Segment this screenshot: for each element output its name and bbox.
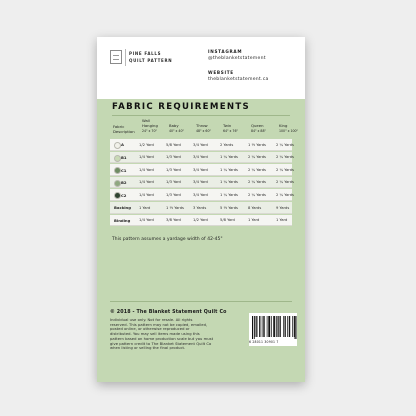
website-url: theblanketstatement.ca <box>208 77 269 82</box>
cover-header <box>97 37 305 99</box>
barcode-number: 6 28011 30901 7 <box>249 340 279 344</box>
yardage-cell: 2 ¼ Yards <box>276 155 294 160</box>
yardage-cell: 1/2 Yard <box>139 142 154 147</box>
title-divider <box>112 115 290 116</box>
barcode-bar <box>285 316 286 337</box>
corner-label-fabric: Fabric <box>113 124 125 129</box>
barcode-bar <box>275 316 276 337</box>
barcode-bar <box>294 316 295 337</box>
yardage-cell: 2 ¼ Yards <box>248 155 266 160</box>
column-header-dimensions: 64" x 76" <box>223 129 238 133</box>
barcode-bar <box>259 316 260 337</box>
legal-line: give pattern credit to The Blanket Statement Quilt Co <box>110 341 212 346</box>
barcode-bar <box>280 316 281 337</box>
legal-line: when listing or selling the final product. <box>110 346 186 351</box>
yardage-cell: 1/4 Yard <box>139 167 154 172</box>
yardage-cell: 1/3 Yard <box>166 155 181 160</box>
fabric-label: Binding <box>114 217 131 223</box>
page-title: FABRIC REQUIREMENTS <box>112 102 251 112</box>
table-row <box>110 177 292 189</box>
column-header-name: Baby <box>169 123 179 128</box>
barcode-bar <box>262 316 263 337</box>
legal-line: reserved. This pattern may not be copied, emailed, <box>110 322 208 327</box>
barcode-bar <box>255 316 256 337</box>
website-label: WEBSITE <box>208 70 234 75</box>
barcode <box>249 313 297 346</box>
yardage-cell: 2 ¼ Yards <box>276 192 294 197</box>
barcode-bars <box>249 313 297 340</box>
fabric-swatch-icon <box>114 192 121 199</box>
yardage-cell: 3 Yards <box>193 205 207 210</box>
instagram-label: INSTAGRAM <box>208 49 243 54</box>
fabric-label: C2 <box>121 192 127 198</box>
table-row <box>110 202 292 214</box>
table-row <box>110 189 292 201</box>
barcode-bar <box>292 316 293 337</box>
column-header-name: King <box>279 123 288 128</box>
footer-divider <box>110 301 292 302</box>
barcode-bar <box>267 316 268 337</box>
yardage-cell: 2 ¼ Yards <box>248 192 266 197</box>
yardage-cell: 1 ¼ Yards <box>220 192 238 197</box>
logo-divider <box>125 49 126 66</box>
barcode-bar <box>289 316 290 337</box>
table-row <box>110 139 292 151</box>
yardage-cell: 9 Yards <box>276 205 290 210</box>
yardage-cell: 2 ¼ Yards <box>248 167 266 172</box>
copyright-text: © 2018 - The Blanket Statement Quilt Co <box>110 310 227 315</box>
yardage-cell: 2 Yards <box>220 142 234 147</box>
brand-name-line1: PINE FALLS <box>129 51 162 56</box>
column-header-dimensions: 40" x 40" <box>169 129 184 133</box>
column-header-name: Wall <box>142 118 150 123</box>
barcode-bar <box>290 316 291 337</box>
yardage-cell: 1 ¼ Yards <box>220 167 238 172</box>
fabric-swatch-icon <box>114 142 121 149</box>
yardage-cell: 1 ¼ Yards <box>220 180 238 185</box>
yardage-cell: 3/4 Yard <box>193 155 208 160</box>
barcode-bar <box>260 316 261 337</box>
barcode-bar <box>252 316 253 339</box>
yardage-cell: 5 ½ Yards <box>220 205 238 210</box>
yardage-cell: 1 ¼ Yards <box>220 155 238 160</box>
yardage-note: This pattern assumes a yardage width of 42-45" <box>112 237 223 242</box>
yardage-cell: 3/4 Yard <box>193 167 208 172</box>
barcode-bar <box>273 316 274 337</box>
legal-line: Individual use only. Not for resale. All rights <box>110 318 193 322</box>
yardage-cell: 1/4 Yard <box>139 192 154 197</box>
fabric-label: B1 <box>121 154 127 160</box>
logo-icon <box>110 50 122 64</box>
barcode-bar <box>264 316 265 337</box>
fabric-label: C1 <box>121 167 127 173</box>
barcode-bar <box>278 316 279 337</box>
yardage-cell: 2 ¼ Yards <box>276 180 294 185</box>
fabric-label: A <box>121 142 124 148</box>
fabric-label: Backing <box>114 205 131 211</box>
column-header-name: Queen <box>251 123 264 128</box>
yardage-cell: 1/2 Yard <box>193 218 208 223</box>
barcode-bar <box>269 316 270 337</box>
yardage-cell: 1/3 Yard <box>166 180 181 185</box>
barcode-bar <box>256 316 257 337</box>
fabric-label: B2 <box>121 180 127 186</box>
column-header-name-line2: Hanging <box>142 123 158 128</box>
yardage-cell: 1/3 Yard <box>166 167 181 172</box>
fabric-swatch-icon <box>114 180 121 187</box>
yardage-cell: 1 Yard <box>139 205 151 210</box>
yardage-cell: 1/4 Yard <box>139 180 154 185</box>
column-header-name: Throw <box>196 123 208 128</box>
barcode-bar <box>285 316 286 337</box>
table-row <box>110 164 292 176</box>
corner-label-description: Description <box>113 129 135 134</box>
yardage-cell: 1/4 Yard <box>139 218 154 223</box>
yardage-cell: 1/3 Yard <box>166 192 181 197</box>
barcode-bar <box>271 316 272 337</box>
table-row <box>110 215 292 227</box>
column-header-dimensions: 100" x 100" <box>279 129 299 133</box>
yardage-cell: 8 Yards <box>248 205 262 210</box>
barcode-bar <box>297 316 298 339</box>
yardage-cell: 5/8 Yard <box>166 142 181 147</box>
yardage-cell: 1 Yard <box>276 218 288 223</box>
yardage-cell: 3/8 Yard <box>166 218 181 223</box>
yardage-cell: 5/8 Yard <box>220 218 235 223</box>
legal-line: posted online, or otherwise reproduced or <box>110 327 190 332</box>
yardage-cell: 3/4 Yard <box>193 180 208 185</box>
barcode-bar <box>283 316 284 337</box>
yardage-cell: 1 ½ Yards <box>166 205 184 210</box>
barcode-bar <box>263 316 264 337</box>
yardage-cell: 1 ½ Yards <box>248 142 266 147</box>
yardage-cell: 3/4 Yard <box>193 142 208 147</box>
yardage-cell: 3/4 Yard <box>193 192 208 197</box>
yardage-cell: 2 ¼ Yards <box>248 180 266 185</box>
yardage-cell: 1/4 Yard <box>139 155 154 160</box>
fabric-swatch-icon <box>114 155 121 162</box>
yardage-cell: 2 ¼ Yards <box>276 167 294 172</box>
column-header-dimensions: 24" x 70" <box>142 129 157 133</box>
barcode-bar <box>254 316 255 339</box>
column-header-dimensions: 84" x 88" <box>251 129 266 133</box>
barcode-bar <box>276 316 277 337</box>
barcode-bar <box>280 316 281 337</box>
yardage-cell: 1 Yard <box>248 218 260 223</box>
table-row <box>110 152 292 164</box>
brand-name-line2: QUILT PATTERN <box>129 58 173 63</box>
legal-line: pattern based on home production scale but you must <box>110 336 214 341</box>
column-header-name: Twin <box>223 123 232 128</box>
barcode-bar <box>287 316 288 337</box>
fabric-swatch-icon <box>114 167 121 174</box>
barcode-bar <box>295 316 296 339</box>
column-header-dimensions: 48" x 60" <box>196 129 211 133</box>
barcode-bar <box>268 316 269 337</box>
instagram-handle: @theblanketstatement <box>208 56 266 61</box>
yardage-cell: 2 ¼ Yards <box>276 142 294 147</box>
legal-line: distributed. You may sell items made using this <box>110 332 200 337</box>
